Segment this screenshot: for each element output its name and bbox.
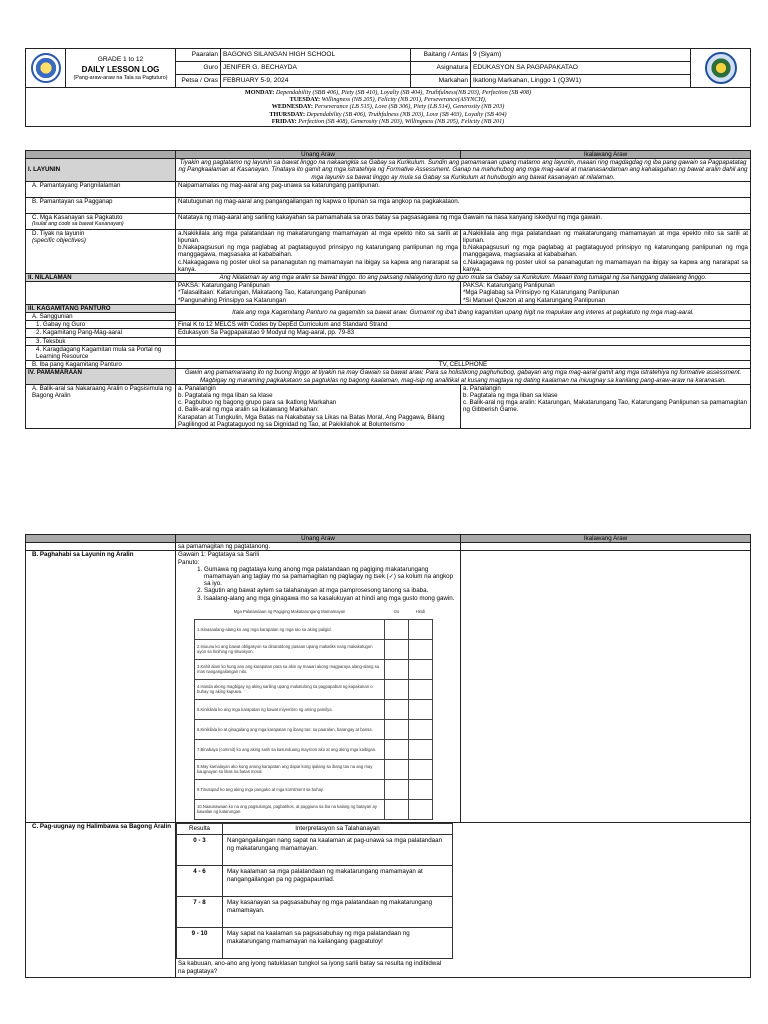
gabay-guro-text: Final K to 12 MELCS with Codes by DepEd Curriculum and Standard Strand (176, 321, 751, 329)
lesson-table-1 (25, 150, 751, 429)
survey-col-oo: Oo (393, 609, 400, 615)
asignatura-value: EDUKASYON SA PAGPAPAKATAO (471, 62, 691, 75)
check-cell[interactable] (409, 739, 433, 759)
markahan-value: Ikatlong Markahan, Linggo 1 (Q3W1) (471, 75, 691, 88)
pamantayang-pangnilalaman-label: A. Pamantayang Pangnilalaman (26, 181, 176, 197)
check-cell[interactable] (409, 699, 433, 719)
pamamaraan-note: Gawin ang pamamaraang ito ng buong linggo at tiyakin na may Gawain sa bawat araw. Para sa holistikong paghuhubog, gabayan ang mga mag-aaral gamit ang mga istratehiya ng formative assessment. Magbigay ng maraming pagkakataon sa pagtuklas ng bagong kaalaman, mag-isip ng analitikal at kusang magtaya ng dating kaalaman na iniuugnay sa kanilang pang-araw-araw na karanasan. (176, 369, 751, 384)
nilalaman-note: Ang Nilalaman ay ang mga aralin sa bawat linggo. Ito ang paksang nilalayong ituro ng guro mula sa Gabay sa Kurikulum. Maaari itong tumagal ng isa hanggang dalawang linggo. (176, 274, 751, 282)
score-range: 9 - 10 (177, 927, 223, 958)
day-line: FRIDAY: Perfection (SB 408), Generosity (NB 203), Willingness (NB 205), Felicity (NB 201) (271, 117, 505, 125)
balik-aral-day1: a. Panalangin b. Pagtatala ng mga liban sa klase c. Pagbubuo ng bagong grupo para sa Ikatlong Markahan d. Balik-aral ng mga aralin sa Ikalawang Markahan: Karapatan at Tungkulin, Mga Batas na Nakabatay sa Likas na Batas Moral, Ang Paggawa, Bilang Paglilingod at Pagtataguyod ng sa Dignidad ng Tao, at Pakikilahok at Bolunterismo (176, 384, 461, 428)
teksbuk-label: 3. Teksbuk (26, 337, 176, 345)
balik-aral-day2: a. Panalangin b. Pagtatala ng mga liban sa klase c. Balik-aral ng mga aralin: Katarungan, Makatarungang Tao, Katarungang Panlipunan sa pamamagitan ng Gibberish Game. (461, 384, 751, 428)
interpretation-cell (176, 822, 751, 977)
panuto-step: 2. Sagutin ang bawat aytem sa talahanayan at mga pamprosesong tanong sa ibaba. (204, 587, 458, 594)
panuto-step: 1. Gumawa ng pagtataya kung anong mga palatandaan ng pagiging makatarungang mamamayan ang taglay mo sa pamamagitan ng paglagay ng tsek (✓) sa kolum na angkop sa iyo. (204, 566, 458, 588)
survey-header: Mga Palatandaan ng Pagiging Makatarungang Mamamayan (233, 609, 346, 615)
karagdagang-label: 4. Karagdagang Kagamitan mula sa Portal ng Learning Resource (26, 345, 176, 360)
check-cell[interactable] (409, 759, 433, 779)
blank-cell (26, 282, 176, 305)
check-cell[interactable] (409, 659, 433, 679)
pag-uugnay-label: C. Pag-uugnay ng Halimbawa sa Bagong Aralin (26, 822, 176, 977)
sanggunian-label: A. Sanggunian (26, 313, 176, 321)
kasanayan-text: Natataya ng mag-aaral ang sariling kakayahan sa pamamahala sa oras batay sa pagsasagawa ng mga Gawain na nasa kanyang iskedyul ng mga gawain. (176, 213, 751, 229)
check-cell[interactable] (385, 759, 409, 779)
pamantayan-pagganap-text: Natutugunan ng mag-aaral ang pangangailangan ng kapwa o lipunan sa mga angkop na pagkakataon. (176, 197, 751, 213)
iba-text: TV, CELLPHONE (176, 361, 751, 369)
survey-item: 8.May kamalayan ako kung anong karapatan ang dapat kong ipalang sa ibang tao na ang may kaugnayan sa likas na batas moral. (195, 759, 385, 779)
survey-item: 7.Binabaya (commit) ko ang aking sarili sa kasunduang mayroon ako at ang aking mga kaibigan. (195, 739, 385, 759)
kagamitan-note: Itala ang mga Kagamitang Panturo na gagamitin sa bawat araw. Gumamit ng iba't ibang kagamitan upang higit na mapukaw ang interes at pagkatuto ng mga mag-aaral. (176, 304, 751, 320)
nilalaman-heading: II. NILALAMAN (26, 274, 176, 282)
pamantayang-pangnilalaman-text: Naipamamalas ng mag-aaral ang pag-unawa sa katarungang panlipunan. (176, 181, 751, 197)
petsa-value: FEBRUARY 5-9, 2024 (221, 75, 411, 88)
log-title: DAILY LESSON LOG (81, 65, 160, 74)
score-range: 7 - 8 (177, 896, 223, 927)
teksbuk-text (176, 337, 751, 345)
check-cell[interactable] (385, 659, 409, 679)
resulta-header: Resulta (177, 823, 223, 834)
continuation-text: sa pamamagitan ng pagtatanong. (176, 543, 461, 551)
asignatura-label: Asignatura (411, 62, 471, 75)
gabay-guro-label: 1. Gabay ng Guro (26, 321, 176, 329)
check-cell[interactable] (385, 799, 409, 819)
survey-item: 9.Tinutupad ko ang aking mga pangako at mga komitment sa buhay. (195, 779, 385, 799)
kasanayan-label: C. Mga Kasanayan sa Pagkatuto (Isulat ang code sa bawat Kasanayan) (26, 213, 176, 229)
survey-item: 5.Kinikilala ko ang mga karapatan ng bawat miyembro ng aming pamilya. (195, 699, 385, 719)
tiyak-layunin-day1: a.Nakikilala ang mga palatandaan ng makatarungang mamamayan at mga epekto nito sa sarili at lipunan. b.Nakapagsusuri ng mga paglabag at pagtataguyod prinsipyo ng katarungang panlipunan ng mga manggagawa, magsasaka at kababaihan. c.Nakagagawa ng poster ukol sa pananagutan ng mamamayan na ibigay sa kapwa ang nararapat sa kanya. (176, 229, 461, 273)
interpretasyon-header: Interpretasyon sa Talahanayan (223, 823, 453, 834)
check-cell[interactable] (385, 619, 409, 639)
day-line: TUESDAY: Willingness (NB 205), Felicity (NB 201), Perseverance(ASYNCH), (289, 96, 487, 104)
check-cell[interactable] (385, 639, 409, 659)
survey-item: 4.Handa akong magbigay ng aking sariling upang makatulong sa pagpapabuti ng kapakanan o buhay ng aking kapuwa. (195, 679, 385, 699)
day-schedule (26, 88, 751, 127)
header-table (25, 48, 751, 127)
paaralan-value: BAGONG SILANGAN HIGH SCHOOL (221, 49, 411, 62)
blank-cell (26, 543, 176, 551)
blank-header (26, 151, 176, 159)
paghahabi-label: B. Paghahabi sa Layunin ng Aralin (26, 551, 176, 822)
check-cell[interactable] (409, 619, 433, 639)
kagamitang-mag-aaral-label: 2. Kagamitang Pang-Mag-aaral (26, 329, 176, 337)
baitang-value: 9 (Siyam) (471, 49, 691, 62)
baitang-label: Baitang / Antas (411, 49, 471, 62)
panuto-label: Panuto: (178, 558, 200, 566)
reflection-question: Sa kabuuan, ano-ano ang iyong natuklasan tungkol sa iyong sarili batay sa resulta ng indibidwal na pagtataya? (178, 959, 442, 975)
check-cell[interactable] (385, 699, 409, 719)
score-range: 4 - 6 (177, 865, 223, 896)
paksa-day2: PAKSA: Katarungang Panlipunan *Mga Paglabag sa Prinsipyo ng Katarungang Panlipunan *Si Manuel Quezon at ang Katarungang Panlipunan (461, 282, 751, 305)
blank-header (26, 535, 176, 543)
pamantayan-pagganap-label: B. Pamantayan sa Pagganap (26, 197, 176, 213)
guro-label: Guro (176, 62, 221, 75)
layunin-heading: I. LAYUNIN (26, 159, 176, 182)
score-interpretation: May kasanayan sa pagsasabuhay ng mga palatandaan ng makatarungang mamamayan. (223, 896, 453, 927)
ikalawang-araw-header: Ikalawang Araw (461, 535, 751, 543)
survey-item: 3.Kahit alam ko kung ano ang karapatan para sa akin ay maaari akong magparaya alang-alang sa mas nangangailangan nito. (195, 659, 385, 679)
check-cell[interactable] (409, 639, 433, 659)
log-title-block (66, 49, 176, 88)
survey-table (194, 605, 433, 820)
blank-cell (461, 543, 751, 551)
survey-item: 6.Kinikilala ko at ginagalang ang mga karapatan ng ibang tao: sa paaralan, barangay at bansa. (195, 719, 385, 739)
grade-label: GRADE 1 to 12 (97, 56, 144, 63)
check-cell[interactable] (385, 779, 409, 799)
survey-col-hindi: Hindi (415, 609, 426, 615)
score-interpretation: May kaalaman sa mga palatandaan ng makatarungang mamamayan at nangangailangan pa ng pagpapaunlad. (223, 865, 453, 896)
iba-label: B. Iba pang Kagamitang Panturo (26, 361, 176, 369)
day-line: MONDAY: Dependability (SBB 406), Piety (SB 410), Loyalty (SB 404), Truthfulness(NB 203), Perfection (SB 408) (244, 89, 532, 96)
blank-cell (461, 551, 751, 822)
tiyak-layunin-label: D. Tiyak na layunin (specific objectives) (26, 229, 176, 273)
lesson-table-2 (25, 534, 751, 978)
panuto-step: 3. Isaalang-alang ang mga ginagawa mo sa kasalukuyan at hindi ang mga gusto mong gawin. (204, 595, 458, 602)
survey-item: 1.Isinasaalang-alang ko ang mga karapatan ng mga tao sa aking paligid. (195, 619, 385, 639)
interpretation-table (176, 823, 453, 959)
kagamitan-heading: III. KAGAMITANG PANTURO (26, 304, 176, 312)
layunin-note: Tiyakin ang pagtatamo ng layunin sa bawat linggo na nakaangkla sa Gabay sa Kurikulum. Sundin ang pamamaraan upang matamo ang layunin, maaari ring magdagdag ng iba pang gawain sa Pagpapatatag ng Pangkaalaman at Kasanayan. Tinataya ito gamit ang mga istratehiya ng Formative Assessment. Ganap na mahuhubog ang mga mag-aaral at maranasandaman ang kahalagahan ng bawat aralin dahil ang mga layunin sa bawat linggo ay mula sa Gabay sa Kurikulum at huhubugin ang bawat kasanayan at nilalaman. (176, 159, 751, 182)
pamamaraan-heading: IV. PAMAMARAAN (26, 369, 176, 384)
paksa-day1: PAKSA: Katarungang Panlipunan *Talasalitaan: Katarungan, Makataong Tao, Katarungang Panlipunan *Pangunahing Prinsipyo sa Katarungan (176, 282, 461, 305)
log-subtitle: (Pang-araw-araw na Tala sa Pagtuturo) (73, 75, 168, 81)
check-cell[interactable] (409, 779, 433, 799)
karagdagang-text (176, 345, 751, 360)
check-cell[interactable] (409, 799, 433, 819)
gawain-title: Gawain 1: Pagtataya sa Sarili (178, 551, 260, 559)
score-interpretation: Nangangailangan nang sapat na kaalaman at pag-unawa sa mga palatandaan ng makatarungang mamamayan. (223, 834, 453, 865)
survey-item: 10.Naaunawaan ko na ang pagsulungat, pagbatikos, at paggiuna sa iba na kalang ng batayan ay kawalan ng katarungan. (195, 799, 385, 819)
gawain-cell (176, 551, 461, 822)
unang-araw-header: Unang Araw (176, 535, 461, 543)
guro-value: JENIFER G. BECHAYDA (221, 62, 411, 75)
tiyak-layunin-day2: a.Nakikilala ang mga palatandaan ng makatarungang mamamayan at mga epekto nito sa sarili at lipunan. b.Nakapagsusuri ng mga paglabag at pagtataguyod prinsipyo ng katarungang panlipunan ng mga manggagawa, magsasaka at kababaihan. c.Nakagagawa ng poster ukol sa pananagutan ng mamamayan na ibigay sa kapwa ang nararapat sa kanya. (461, 229, 751, 273)
check-cell[interactable] (385, 739, 409, 759)
ikalawang-araw-header: Ikalawang Araw (461, 151, 751, 159)
kagamitang-mag-aaral-text: Edukasyon Sa Pagpapakatao 9 Modyul ng Mag-aaral, pp. 79-83 (176, 329, 751, 337)
balik-aral-label: A. Balik-aral sa Nakaraang Aralin o Pagsisimula ng Bagong Aralin (26, 384, 176, 428)
paaralan-label: Paaralan (176, 49, 221, 62)
petsa-label: Petsa / Oras (176, 75, 221, 88)
day-line: WEDNESDAY: Perseverance (LB 515), Love (SB 306), Piety (LB 514), Generosity (NB 203) (271, 103, 505, 111)
school-seal (691, 49, 751, 88)
survey-item: 2.Iniuuna ko ang bawat obligasyon sa dinaratdong pasaan upang makatiks nang makakatugon ayon sa hinihing ng sitwasyon. (195, 639, 385, 659)
score-range: 0 - 3 (177, 834, 223, 865)
deped-seal (26, 49, 66, 88)
unang-araw-header: Unang Araw (176, 151, 461, 159)
score-interpretation: May sapat na kaalaman sa pagsasabuhay ng mga palatandaan ng makatarungang mamamayan na kailangang ipagpatuloy! (223, 927, 453, 958)
check-cell[interactable] (385, 679, 409, 699)
check-cell[interactable] (409, 719, 433, 739)
panuto-steps (178, 566, 458, 602)
day-line: THURSDAY: Dependability (SB 406), Truthfulness (NB 203), Love (SB 403), Loyalty (SB 404) (269, 110, 507, 118)
check-cell[interactable] (385, 719, 409, 739)
markahan-label: Markahan (411, 75, 471, 88)
check-cell[interactable] (409, 679, 433, 699)
